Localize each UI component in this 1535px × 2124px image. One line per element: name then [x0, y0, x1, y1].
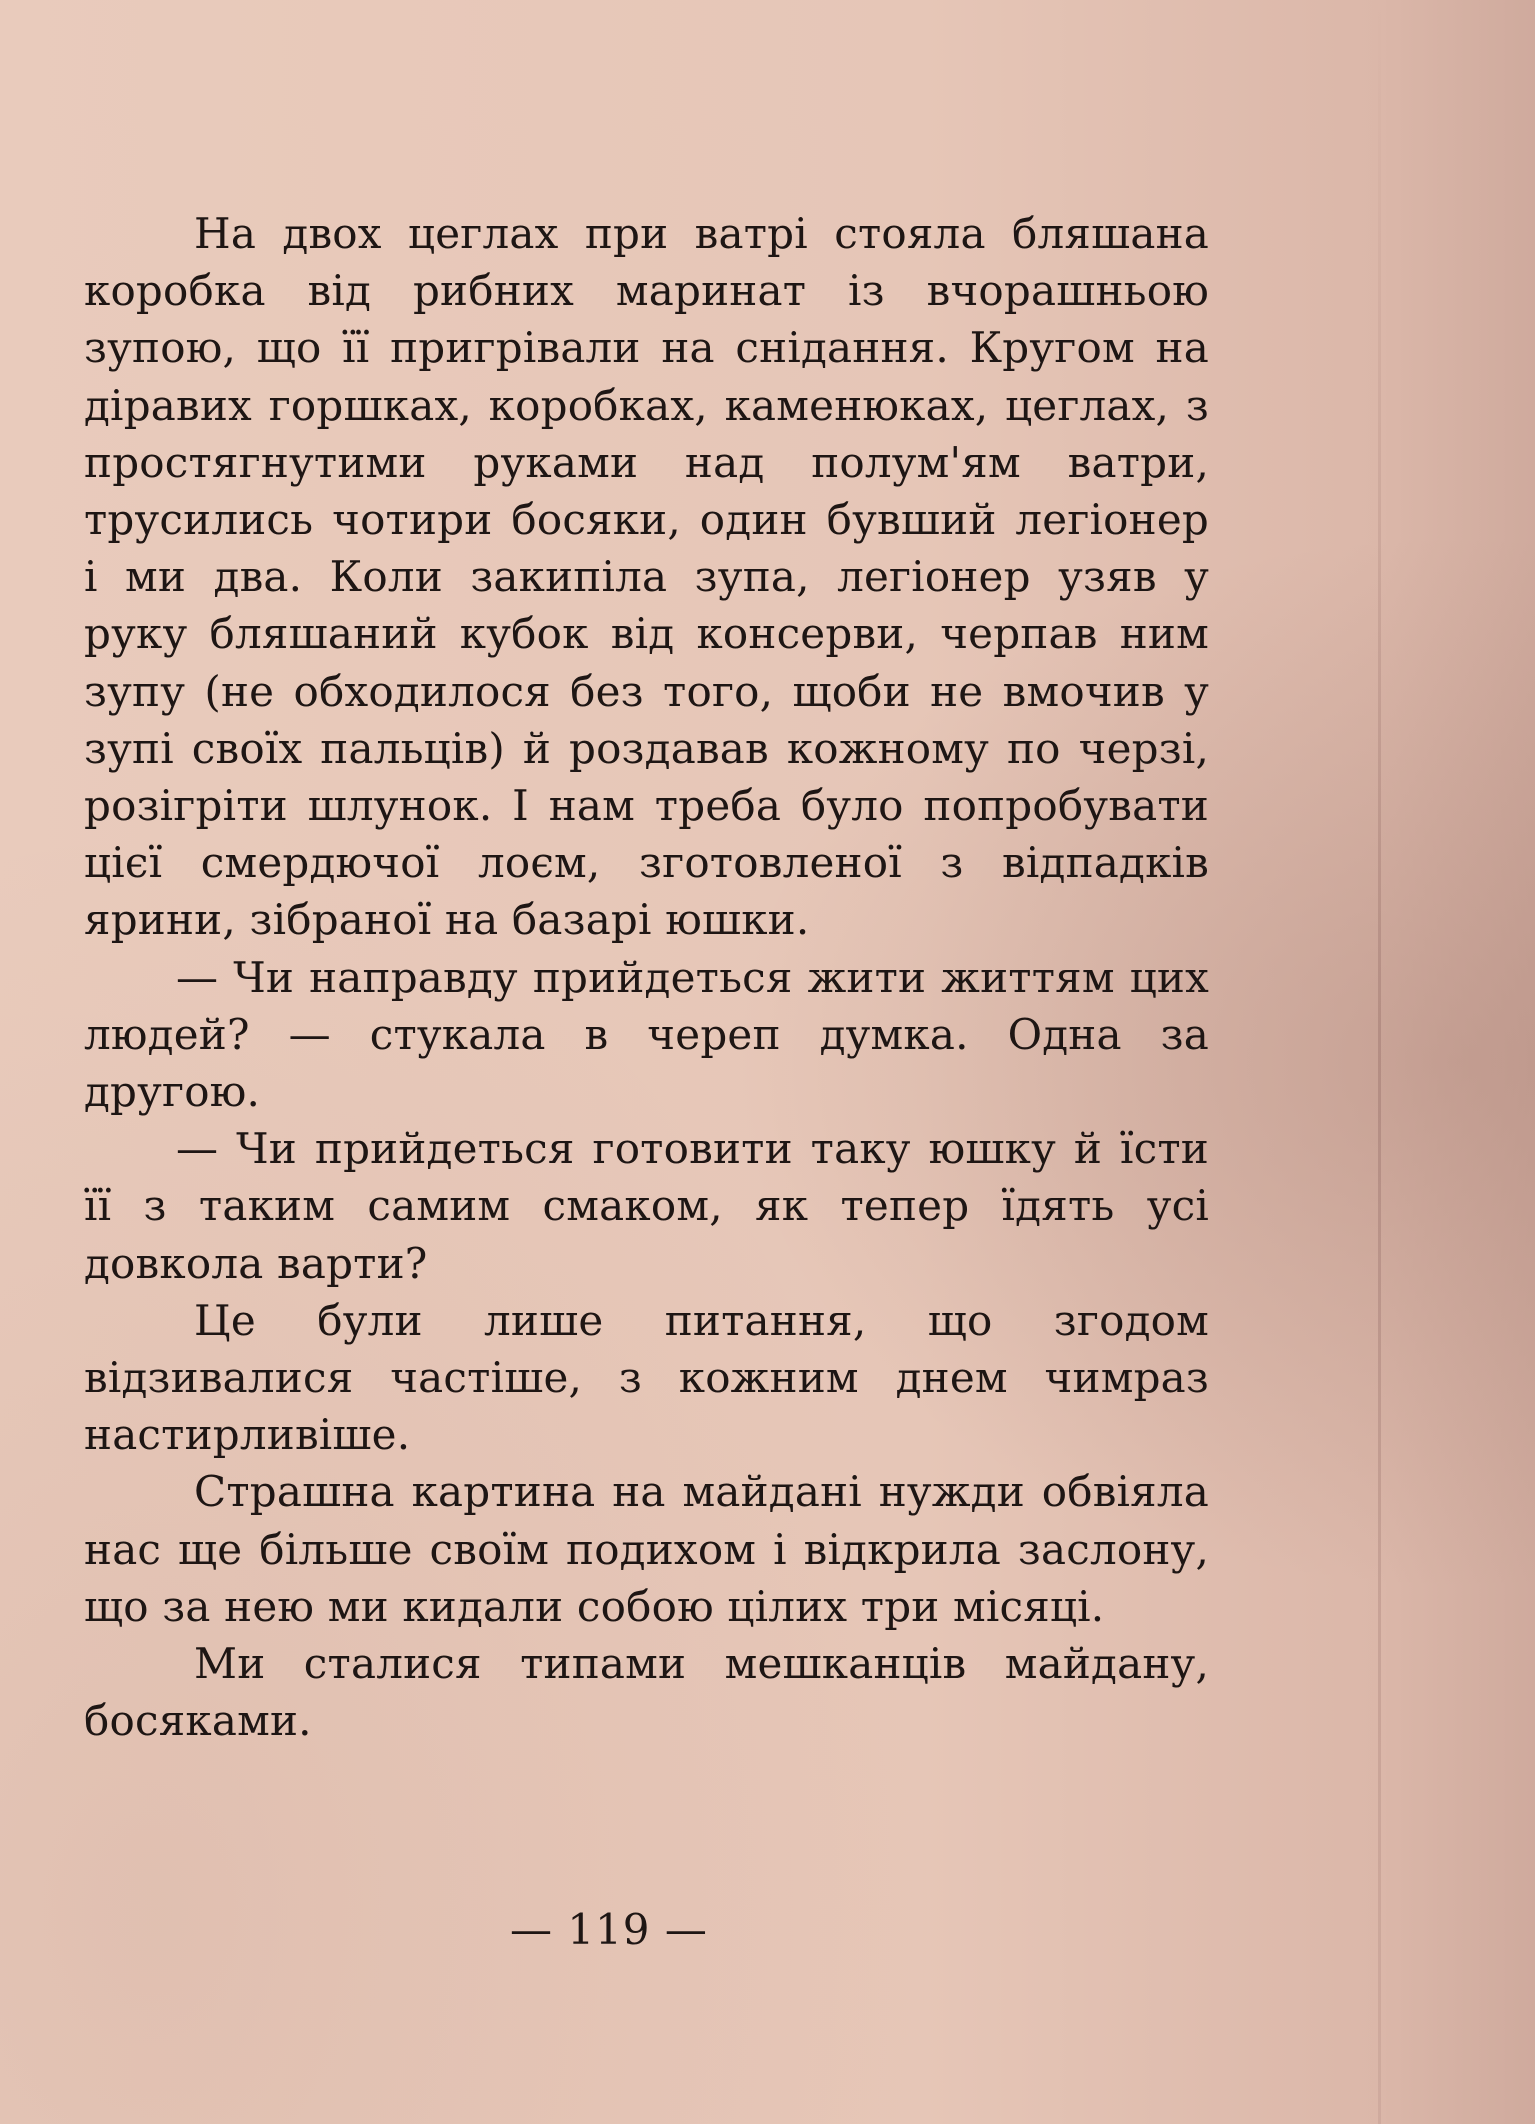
paragraph-2: — Чи направду прийдеться жити життям цих людей? — стукала в череп думка. Одна за другою.: [84, 952, 1209, 1117]
body-text: [84, 205, 1209, 1749]
paragraph-6: Ми сталися типами мешканців майдану, босяками.: [84, 1639, 1209, 1746]
paragraph-5: Страшна картина на майдані нужди обвіяла нас ще більше своїм подихом і відкрила заслону, що за нею ми кидали собою цілих три місяці.: [84, 1467, 1209, 1631]
page-number: — 119 —: [510, 1905, 708, 1954]
paragraph-3: — Чи прийдеться готовити таку юшку й їсти її з таким самим смаком, як тепер їдять усі довкола варти?: [84, 1124, 1209, 1288]
paragraph-1: На двох цеглах при ватрі стояла бляшана коробка від рибних маринат із вчорашньою зупою, що її пригрівали на снідання. Кругом на діравих горшках, коробках, каменюках, цеглах, з простягнутими руками над полум'ям ватри, трусились чотири босяки, один бувший легіонер і ми два. Коли закипіла зупа, легіонер узяв у руку бляшаний кубок від консерви, черпав ним зупу (не обходилося без того, щоби не вмочив у зупі своїх пальців) й роздавав кожному по черзі, розігріти шлунок. І нам треба було попробувати цієї смердючої лоєм, зготовленої з відпадків ярини, зібраної на базарі юшки.: [84, 209, 1209, 945]
page-fold-shadow: [1378, 0, 1381, 2124]
paragraph-4: Це були лише питання, що згодом відзивалися частіше, з кожним днем чимраз настирливіше.: [84, 1295, 1209, 1460]
